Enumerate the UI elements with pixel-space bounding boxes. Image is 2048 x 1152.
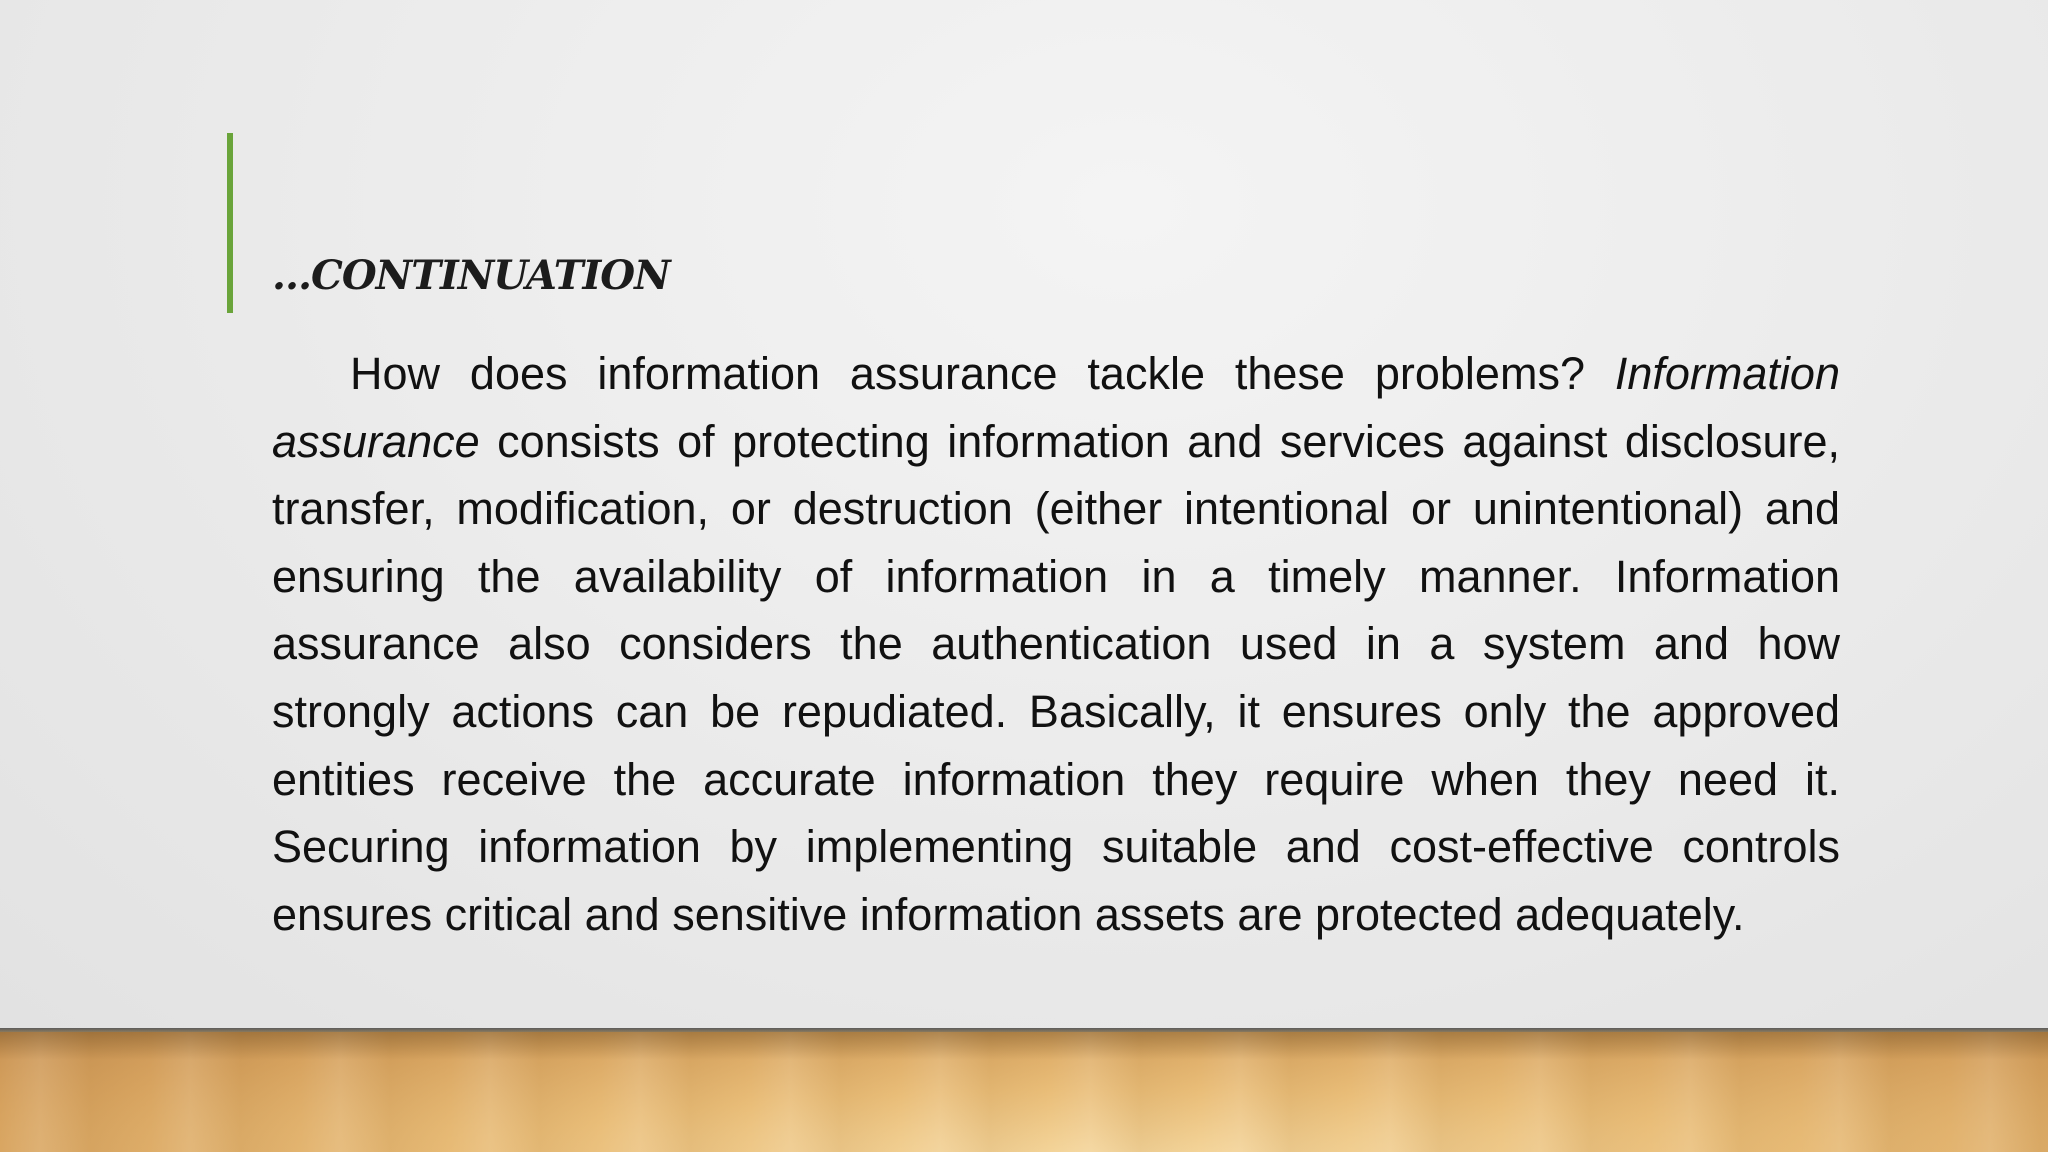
paragraph-term: Information assurance <box>272 348 1840 467</box>
slide-title: …CONTINUATION <box>272 252 670 299</box>
paragraph-rest: consists of protecting information and services against disclosure, transfer, modification, or destruction (either intentional or unintentional) and ensuring the availability of information in a timely manner. Information assurance also considers the authentication used in a system and how strongly actions can be repudiated. Basically, it ensures only the approved entities receive the accurate information they require when they need it. Securing information by implementing suitable and cost-effective controls ensures critical and sensitive information assets are protected adequately. <box>272 415 1840 940</box>
body-paragraph <box>272 340 1840 948</box>
paragraph-lead: How does information assurance tackle these problems? <box>350 348 1615 399</box>
floor-shadow <box>0 1032 2048 1060</box>
title-accent-bar <box>227 133 233 313</box>
